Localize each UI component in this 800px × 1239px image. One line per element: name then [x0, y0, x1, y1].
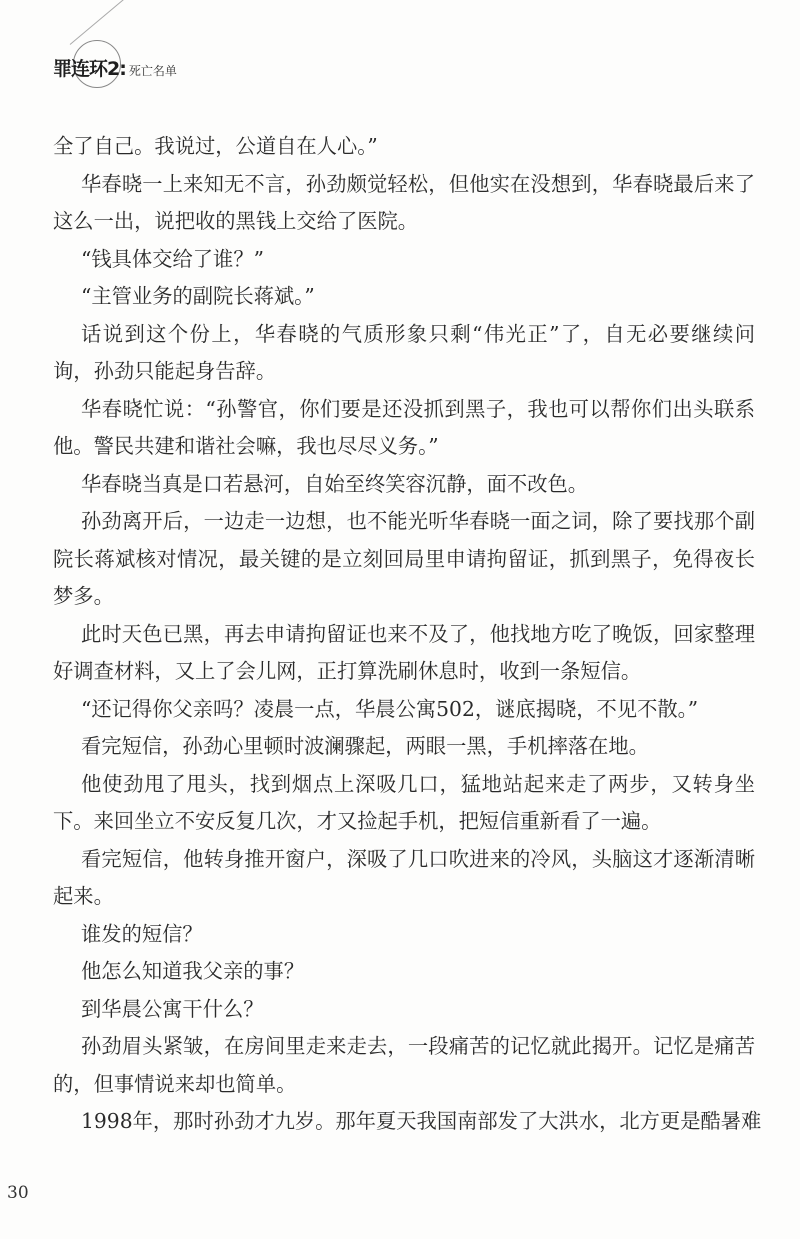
text-line: 1998年，那时孙劲才九岁。那年夏天我国南部发了大洪水，北方更是酷暑难: [81, 1109, 762, 1133]
text-line: 梦多。: [53, 584, 114, 608]
text-line: 全了自己。我说过，公道自在人心。”: [53, 134, 378, 158]
text-line: 询，孙劲只能起身告辞。: [53, 359, 277, 383]
text-line: 院长蒋斌核对情况，最关键的是立刻回局里申请拘留证，抓到黑子，免得夜长: [53, 546, 755, 571]
text-line: 华春晓一上来知无不言，孙劲颇觉轻松，但他实在没想到，华春晓最后来了: [81, 171, 755, 196]
text-line: 此时天色已黑，再去申请拘留证也来不及了，他找地方吃了晚饭，回家整理: [81, 621, 755, 646]
text-line: 看完短信，他转身推开窗户，深吸了几口吹进来的冷风，头脑这才逐渐清晰: [81, 846, 755, 871]
page-number: 30: [7, 1183, 29, 1203]
text-line: 孙劲离开后，一边走一边想，也不能光听华春晓一面之词，除了要找那个副: [81, 509, 755, 533]
running-header: [53, 54, 177, 84]
text-line: 谁发的短信？: [81, 921, 203, 946]
text-line: 这么一出，说把收的黑钱上交给了医院。: [53, 209, 419, 233]
text-line: “主管业务的副院长蒋斌。”: [81, 284, 315, 308]
text-line: 看完短信，孙劲心里顿时波澜骤起，两眼一黑，手机摔落在地。: [81, 734, 649, 758]
text-line: 的，但事情说来却也简单。: [53, 1071, 297, 1096]
text-line: 他怎么知道我父亲的事？: [81, 959, 305, 983]
text-line: 到华晨公寓干什么？: [81, 996, 264, 1021]
text-line: “钱具体交给了谁？”: [81, 246, 264, 271]
text-line: 好调查材料，又上了会儿网，正打算洗刷休息时，收到一条短信。: [53, 659, 642, 683]
book-series-title: 罪连环2:: [53, 58, 126, 80]
text-line: 他。警民共建和谐社会嘛，我也尽尽义务。”: [53, 434, 439, 458]
text-line: 话说到这个份上，华春晓的气质形象只剩“伟光正”了，自无必要继续问: [81, 321, 755, 346]
header-line-decoration: [70, 0, 124, 45]
text-line: 下。来回坐立不安反复几次，才又捡起手机，把短信重新看了一遍。: [53, 809, 662, 833]
text-line: 华春晓当真是口若悬河，自始至终笑容沉静，面不改色。: [81, 471, 589, 496]
page-body-text: [53, 128, 762, 1141]
book-subtitle: 死亡名单: [128, 64, 177, 78]
text-line: 他使劲甩了甩头，找到烟点上深吸几口，猛地站起来走了两步，又转身坐: [81, 771, 755, 796]
text-line: 起来。: [53, 884, 114, 908]
text-line: “还记得你父亲吗？凌晨一点，华晨公寓502，谜底揭晓，不见不散。”: [81, 696, 699, 721]
text-line: 孙劲眉头紧皱，在房间里走来走去，一段痛苦的记忆就此揭开。记忆是痛苦: [81, 1034, 755, 1058]
text-line: 华春晓忙说：“孙警官，你们要是还没抓到黑子，我也可以帮你们出头联系: [81, 396, 755, 421]
